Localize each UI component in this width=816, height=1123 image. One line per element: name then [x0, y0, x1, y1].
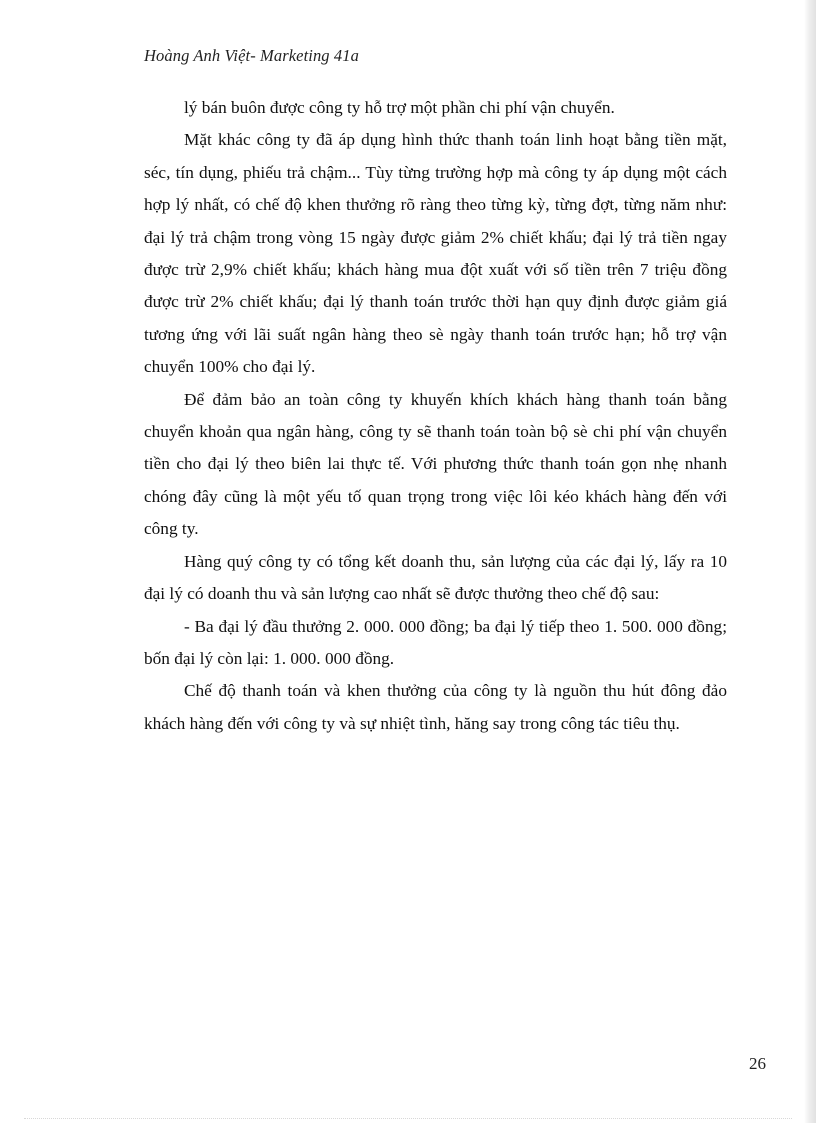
page-edge-shadow: [804, 0, 816, 1123]
paragraph-payment-methods: Mặt khác công ty đã áp dụng hình thức thanh toán linh hoạt bằng tiền mặt, séc, tín dụng, phiếu trả chậm... Tùy từng trường hợp mà công ty áp dụng một cách hợp lý nhất, có chế độ khen thưởng rõ ràng theo từng kỳ, từng đợt, từng năm như: đại lý trả chậm trong vòng 15 ngày được giảm 2% chiết khấu; đại lý trả tiền ngay được trừ 2,9% chiết khấu; khách hàng mua đột xuất với số tiền trên 7 triệu đồng được trừ 2% chiết khấu; đại lý thanh toán trước thời hạn quy định được giảm giá tương ứng với lãi suất ngân hàng theo sè ngày thanh toán trước hạn; hỗ trợ vận chuyển 100% cho đại lý.: [144, 130, 727, 377]
paragraph-quarterly-review: Hàng quý công ty có tổng kết doanh thu, sản lượng của các đại lý, lấy ra 10 đại lý có doanh thu và sản lượng cao nhất sẽ được thưởng theo chế độ sau:: [144, 551, 727, 604]
document-body: [144, 92, 727, 740]
page-number: 26: [749, 1054, 766, 1073]
paragraph-conclusion: Chế độ thanh toán và khen thưởng của công ty là nguồn thu hút đông đảo khách hàng đến với công ty và sự nhiệt tình, hăng say trong công tác tiêu thụ.: [144, 681, 727, 733]
paragraph-continuation: lý bán buôn được công ty hỗ trợ một phần chi phí vận chuyển.: [184, 98, 615, 117]
page-bottom-divider: [24, 1118, 792, 1119]
running-header: Hoàng Anh Việt- Marketing 41a: [144, 46, 359, 65]
paragraph-bank-transfer: Để đảm bảo an toàn công ty khuyến khích khách hàng thanh toán bằng chuyển khoản qua ngân hàng, công ty sẽ thanh toán toàn bộ sè chi phí vận chuyển tiền cho đại lý theo biên lai thực tế. Với phương thức thanh toán gọn nhẹ nhanh chóng đây cũng là một yếu tố quan trọng trong việc lôi kéo khách hàng đến với công ty.: [144, 389, 727, 539]
paragraph-reward-list: - Ba đại lý đầu thưởng 2. 000. 000 đồng; ba đại lý tiếp theo 1. 500. 000 đồng; bốn đại lý còn lại: 1. 000. 000 đồng.: [144, 616, 727, 668]
